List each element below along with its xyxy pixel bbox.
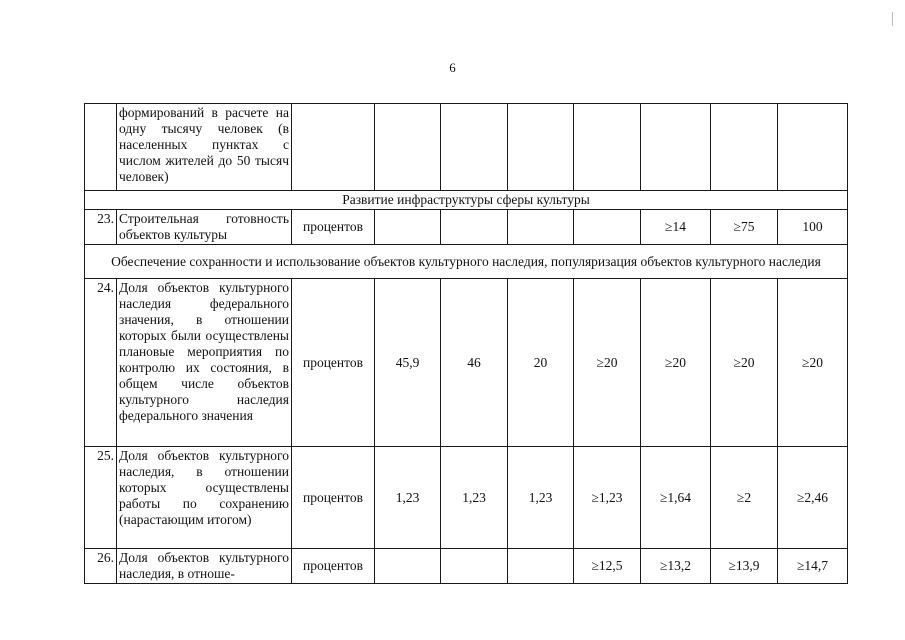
indicators-table-container (84, 103, 847, 584)
table-row (85, 279, 848, 447)
indicators-table (84, 103, 848, 584)
value-cell: ≥75 (711, 210, 778, 245)
scan-edge-mark (892, 12, 893, 26)
value-cell (778, 104, 848, 191)
value-cell (375, 549, 441, 584)
indicator-name: Доля объектов культурного наследия, в отноше- (117, 549, 292, 584)
value-cell (711, 104, 778, 191)
row-number (85, 104, 117, 191)
value-cell (508, 549, 574, 584)
unit-cell: процентов (292, 447, 375, 549)
row-number: 26. (85, 549, 117, 584)
value-cell (375, 104, 441, 191)
value-cell: ≥2 (711, 447, 778, 549)
value-cell (508, 104, 574, 191)
section-row (85, 245, 848, 279)
indicator-name: Строительная готовность объектов культуры (117, 210, 292, 245)
value-cell (441, 104, 508, 191)
value-cell (574, 104, 641, 191)
value-cell: ≥20 (641, 279, 711, 447)
indicator-name: формирований в расчете на одну тысячу человек (в населенных пунктах с числом жителей до 50 тысяч человек) (117, 104, 292, 191)
value-cell (375, 210, 441, 245)
value-cell: 1,23 (508, 447, 574, 549)
row-number: 24. (85, 279, 117, 447)
value-cell: ≥12,5 (574, 549, 641, 584)
value-cell: ≥1,64 (641, 447, 711, 549)
unit-cell (292, 104, 375, 191)
unit-cell: процентов (292, 549, 375, 584)
value-cell (574, 210, 641, 245)
table-row (85, 549, 848, 584)
unit-cell: процентов (292, 210, 375, 245)
value-cell (441, 549, 508, 584)
unit-cell: процентов (292, 279, 375, 447)
row-number: 23. (85, 210, 117, 245)
value-cell (641, 104, 711, 191)
value-cell (441, 210, 508, 245)
page-number: 6 (449, 60, 456, 75)
value-cell: 20 (508, 279, 574, 447)
indicator-name: Доля объектов культурного наследия, в отношении которых осуществлены работы по сохранению (нарастающим итогом) (117, 447, 292, 549)
section-row (85, 191, 848, 210)
value-cell: ≥13,2 (641, 549, 711, 584)
value-cell: ≥14 (641, 210, 711, 245)
value-cell: 46 (441, 279, 508, 447)
value-cell: 1,23 (375, 447, 441, 549)
value-cell: ≥20 (574, 279, 641, 447)
value-cell: ≥20 (711, 279, 778, 447)
table-row (85, 210, 848, 245)
table-row (85, 104, 848, 191)
value-cell: 45,9 (375, 279, 441, 447)
value-cell (508, 210, 574, 245)
value-cell: ≥13,9 (711, 549, 778, 584)
value-cell: ≥14,7 (778, 549, 848, 584)
table-row (85, 447, 848, 549)
value-cell: ≥2,46 (778, 447, 848, 549)
row-number: 25. (85, 447, 117, 549)
value-cell: ≥1,23 (574, 447, 641, 549)
section-title: Обеспечение сохранности и использование объектов культурного наследия, популяризация объектов культурного наследия (85, 245, 848, 279)
value-cell: ≥20 (778, 279, 848, 447)
value-cell: 1,23 (441, 447, 508, 549)
value-cell: 100 (778, 210, 848, 245)
indicator-name: Доля объектов культурного наследия федерального значения, в отношении которых были осуществлены плановые мероприятия по контролю их состояния, в общем числе объектов культурного наследия федерального значения (117, 279, 292, 447)
section-title: Развитие инфраструктуры сферы культуры (85, 191, 848, 210)
